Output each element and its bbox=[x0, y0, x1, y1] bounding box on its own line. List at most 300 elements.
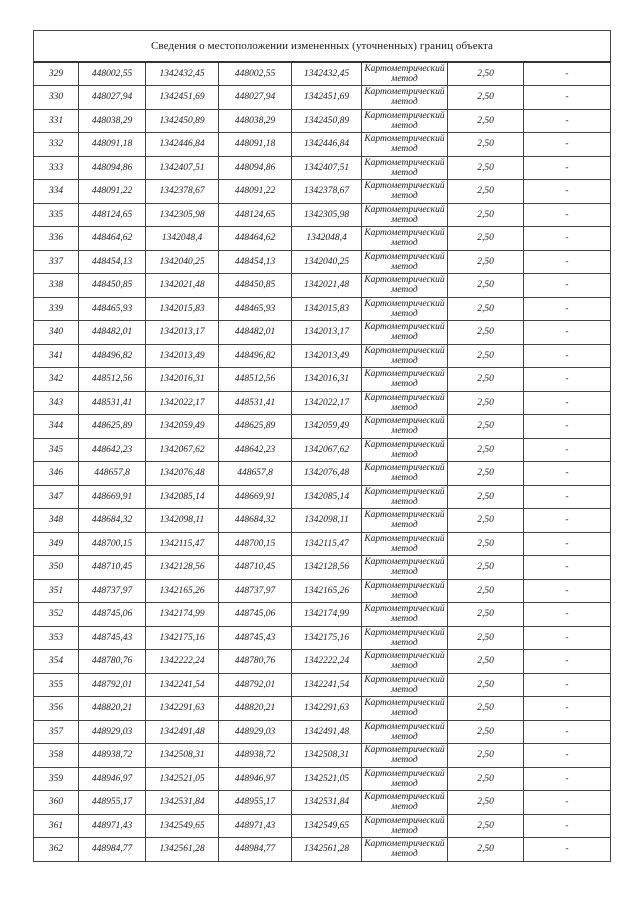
table-row bbox=[34, 109, 611, 133]
point-number-cell: 352 bbox=[34, 603, 79, 627]
method-line-1: Картометрический bbox=[364, 416, 445, 427]
x-new-coordinate-cell: 448124,65 bbox=[219, 203, 292, 227]
x-new-coordinate-cell: 448955,17 bbox=[219, 791, 292, 815]
method-cell bbox=[362, 838, 448, 862]
x-new-coordinate-cell: 448971,43 bbox=[219, 814, 292, 838]
x-new-coordinate-cell: 448929,03 bbox=[219, 720, 292, 744]
x-new-coordinate-cell: 448737,97 bbox=[219, 579, 292, 603]
y-coordinate-cell: 1342016,31 bbox=[146, 368, 219, 392]
description-cell: - bbox=[524, 462, 611, 486]
point-number-cell: 353 bbox=[34, 626, 79, 650]
point-number-cell: 346 bbox=[34, 462, 79, 486]
method-cell bbox=[362, 673, 448, 697]
accuracy-cell: 2,50 bbox=[448, 462, 524, 486]
point-number-cell: 347 bbox=[34, 485, 79, 509]
method-cell bbox=[362, 250, 448, 274]
point-number-cell: 331 bbox=[34, 109, 79, 133]
point-number-cell: 350 bbox=[34, 556, 79, 580]
coordinates-table bbox=[33, 30, 611, 862]
table-row bbox=[34, 133, 611, 157]
table-row bbox=[34, 415, 611, 439]
accuracy-cell: 2,50 bbox=[448, 156, 524, 180]
x-new-coordinate-cell: 448625,89 bbox=[219, 415, 292, 439]
y-new-coordinate-cell: 1342531,84 bbox=[292, 791, 362, 815]
description-cell: - bbox=[524, 180, 611, 204]
point-number-cell: 329 bbox=[34, 62, 79, 86]
method-line-2: метод bbox=[391, 825, 418, 836]
method-line-1: Картометрический bbox=[364, 392, 445, 403]
table-row bbox=[34, 344, 611, 368]
x-new-coordinate-cell: 448946,97 bbox=[219, 767, 292, 791]
accuracy-cell: 2,50 bbox=[448, 509, 524, 533]
description-cell: - bbox=[524, 86, 611, 110]
method-cell bbox=[362, 297, 448, 321]
method-cell bbox=[362, 344, 448, 368]
table-row bbox=[34, 791, 611, 815]
table-row bbox=[34, 438, 611, 462]
accuracy-cell: 2,50 bbox=[448, 344, 524, 368]
x-new-coordinate-cell: 448094,86 bbox=[219, 156, 292, 180]
method-cell bbox=[362, 156, 448, 180]
accuracy-cell: 2,50 bbox=[448, 391, 524, 415]
y-coordinate-cell: 1342115,47 bbox=[146, 532, 219, 556]
method-line-2: метод bbox=[391, 214, 418, 225]
x-new-coordinate-cell: 448684,32 bbox=[219, 509, 292, 533]
accuracy-cell: 2,50 bbox=[448, 321, 524, 345]
description-cell: - bbox=[524, 415, 611, 439]
x-coordinate-cell: 448780,76 bbox=[79, 650, 146, 674]
table-row bbox=[34, 62, 611, 86]
x-new-coordinate-cell: 448745,43 bbox=[219, 626, 292, 650]
x-new-coordinate-cell: 448454,13 bbox=[219, 250, 292, 274]
description-cell: - bbox=[524, 133, 611, 157]
x-new-coordinate-cell: 448002,55 bbox=[219, 62, 292, 86]
method-line-2: метод bbox=[391, 520, 418, 531]
y-new-coordinate-cell: 1342222,24 bbox=[292, 650, 362, 674]
description-cell: - bbox=[524, 509, 611, 533]
method-line-1: Картометрический bbox=[364, 486, 445, 497]
y-coordinate-cell: 1342085,14 bbox=[146, 485, 219, 509]
y-new-coordinate-cell: 1342549,65 bbox=[292, 814, 362, 838]
method-line-1: Картометрический bbox=[364, 674, 445, 685]
x-coordinate-cell: 448710,45 bbox=[79, 556, 146, 580]
accuracy-cell: 2,50 bbox=[448, 415, 524, 439]
table-row bbox=[34, 86, 611, 110]
x-new-coordinate-cell: 448710,45 bbox=[219, 556, 292, 580]
description-cell: - bbox=[524, 156, 611, 180]
method-line-2: метод bbox=[391, 567, 418, 578]
y-coordinate-cell: 1342175,16 bbox=[146, 626, 219, 650]
point-number-cell: 332 bbox=[34, 133, 79, 157]
method-line-2: метод bbox=[391, 755, 418, 766]
x-new-coordinate-cell: 448657,8 bbox=[219, 462, 292, 486]
y-coordinate-cell: 1342222,24 bbox=[146, 650, 219, 674]
point-number-cell: 349 bbox=[34, 532, 79, 556]
method-line-2: метод bbox=[391, 74, 418, 84]
accuracy-cell: 2,50 bbox=[448, 697, 524, 721]
document-page bbox=[33, 30, 610, 868]
x-coordinate-cell: 448820,21 bbox=[79, 697, 146, 721]
y-coordinate-cell: 1342048,4 bbox=[146, 227, 219, 251]
accuracy-cell: 2,50 bbox=[448, 133, 524, 157]
method-line-1: Картометрический bbox=[364, 322, 445, 333]
x-coordinate-cell: 448946,97 bbox=[79, 767, 146, 791]
x-coordinate-cell: 448938,72 bbox=[79, 744, 146, 768]
point-number-cell: 348 bbox=[34, 509, 79, 533]
accuracy-cell: 2,50 bbox=[448, 109, 524, 133]
y-coordinate-cell: 1342531,84 bbox=[146, 791, 219, 815]
x-coordinate-cell: 448684,32 bbox=[79, 509, 146, 533]
y-coordinate-cell: 1342305,98 bbox=[146, 203, 219, 227]
table-row bbox=[34, 321, 611, 345]
table-row bbox=[34, 462, 611, 486]
y-new-coordinate-cell: 1342508,31 bbox=[292, 744, 362, 768]
accuracy-cell: 2,50 bbox=[448, 485, 524, 509]
point-number-cell: 342 bbox=[34, 368, 79, 392]
method-cell bbox=[362, 62, 448, 86]
y-coordinate-cell: 1342067,62 bbox=[146, 438, 219, 462]
description-cell: - bbox=[524, 109, 611, 133]
y-new-coordinate-cell: 1342022,17 bbox=[292, 391, 362, 415]
method-line-1: Картометрический bbox=[364, 510, 445, 521]
table-row bbox=[34, 509, 611, 533]
table-body bbox=[34, 62, 611, 861]
method-line-2: метод bbox=[391, 731, 418, 742]
y-coordinate-cell: 1342549,65 bbox=[146, 814, 219, 838]
y-new-coordinate-cell: 1342432,45 bbox=[292, 62, 362, 86]
table-row bbox=[34, 368, 611, 392]
y-new-coordinate-cell: 1342040,25 bbox=[292, 250, 362, 274]
y-new-coordinate-cell: 1342013,17 bbox=[292, 321, 362, 345]
point-number-cell: 362 bbox=[34, 838, 79, 862]
point-number-cell: 359 bbox=[34, 767, 79, 791]
description-cell: - bbox=[524, 344, 611, 368]
method-line-1: Картометрический bbox=[364, 721, 445, 732]
method-line-2: метод bbox=[391, 97, 418, 108]
description-cell: - bbox=[524, 791, 611, 815]
x-coordinate-cell: 448091,22 bbox=[79, 180, 146, 204]
y-new-coordinate-cell: 1342059,49 bbox=[292, 415, 362, 439]
description-cell: - bbox=[524, 391, 611, 415]
method-line-2: метод bbox=[391, 661, 418, 672]
x-coordinate-cell: 448929,03 bbox=[79, 720, 146, 744]
description-cell: - bbox=[524, 227, 611, 251]
method-cell bbox=[362, 203, 448, 227]
method-line-1: Картометрический bbox=[364, 745, 445, 756]
method-line-2: метод bbox=[391, 614, 418, 625]
x-new-coordinate-cell: 448465,93 bbox=[219, 297, 292, 321]
y-new-coordinate-cell: 1342085,14 bbox=[292, 485, 362, 509]
y-new-coordinate-cell: 1342015,83 bbox=[292, 297, 362, 321]
y-new-coordinate-cell: 1342451,69 bbox=[292, 86, 362, 110]
method-cell bbox=[362, 532, 448, 556]
accuracy-cell: 2,50 bbox=[448, 603, 524, 627]
x-coordinate-cell: 448091,18 bbox=[79, 133, 146, 157]
method-line-1: Картометрический bbox=[364, 110, 445, 121]
method-line-1: Картометрический bbox=[364, 275, 445, 286]
description-cell: - bbox=[524, 626, 611, 650]
y-new-coordinate-cell: 1342165,26 bbox=[292, 579, 362, 603]
method-line-1: Картометрический bbox=[364, 604, 445, 615]
x-coordinate-cell: 448464,62 bbox=[79, 227, 146, 251]
method-line-2: метод bbox=[391, 778, 418, 789]
y-coordinate-cell: 1342022,17 bbox=[146, 391, 219, 415]
point-number-cell: 338 bbox=[34, 274, 79, 298]
method-cell bbox=[362, 814, 448, 838]
table-row bbox=[34, 579, 611, 603]
method-cell bbox=[362, 579, 448, 603]
description-cell: - bbox=[524, 603, 611, 627]
y-new-coordinate-cell: 1342021,48 bbox=[292, 274, 362, 298]
method-cell bbox=[362, 438, 448, 462]
x-coordinate-cell: 448496,82 bbox=[79, 344, 146, 368]
table-row bbox=[34, 156, 611, 180]
method-line-1: Картометрический bbox=[364, 157, 445, 168]
point-number-cell: 354 bbox=[34, 650, 79, 674]
method-cell bbox=[362, 368, 448, 392]
method-line-1: Картометрический bbox=[364, 533, 445, 544]
accuracy-cell: 2,50 bbox=[448, 203, 524, 227]
point-number-cell: 339 bbox=[34, 297, 79, 321]
table-row bbox=[34, 250, 611, 274]
point-number-cell: 344 bbox=[34, 415, 79, 439]
x-new-coordinate-cell: 448642,23 bbox=[219, 438, 292, 462]
y-coordinate-cell: 1342013,49 bbox=[146, 344, 219, 368]
y-new-coordinate-cell: 1342521,05 bbox=[292, 767, 362, 791]
method-line-1: Картометрический bbox=[364, 345, 445, 356]
x-new-coordinate-cell: 448512,56 bbox=[219, 368, 292, 392]
method-cell bbox=[362, 415, 448, 439]
description-cell: - bbox=[524, 720, 611, 744]
point-number-cell: 337 bbox=[34, 250, 79, 274]
accuracy-cell: 2,50 bbox=[448, 556, 524, 580]
method-line-1: Картометрический bbox=[364, 134, 445, 145]
accuracy-cell: 2,50 bbox=[448, 227, 524, 251]
table-title-row bbox=[34, 31, 611, 63]
x-new-coordinate-cell: 448464,62 bbox=[219, 227, 292, 251]
y-new-coordinate-cell: 1342407,51 bbox=[292, 156, 362, 180]
y-new-coordinate-cell: 1342115,47 bbox=[292, 532, 362, 556]
method-line-1: Картометрический bbox=[364, 228, 445, 239]
method-line-2: метод bbox=[391, 473, 418, 484]
y-coordinate-cell: 1342059,49 bbox=[146, 415, 219, 439]
x-coordinate-cell: 448745,06 bbox=[79, 603, 146, 627]
method-line-2: метод bbox=[391, 449, 418, 460]
y-new-coordinate-cell: 1342128,56 bbox=[292, 556, 362, 580]
y-new-coordinate-cell: 1342048,4 bbox=[292, 227, 362, 251]
description-cell: - bbox=[524, 744, 611, 768]
accuracy-cell: 2,50 bbox=[448, 62, 524, 86]
table-row bbox=[34, 814, 611, 838]
accuracy-cell: 2,50 bbox=[448, 744, 524, 768]
method-line-1: Картометрический bbox=[364, 651, 445, 662]
description-cell: - bbox=[524, 274, 611, 298]
method-line-2: метод bbox=[391, 167, 418, 178]
point-number-cell: 357 bbox=[34, 720, 79, 744]
method-line-1: Картометрический bbox=[364, 251, 445, 262]
method-cell bbox=[362, 767, 448, 791]
x-coordinate-cell: 448512,56 bbox=[79, 368, 146, 392]
method-line-2: метод bbox=[391, 590, 418, 601]
accuracy-cell: 2,50 bbox=[448, 86, 524, 110]
table-row bbox=[34, 697, 611, 721]
method-line-2: метод bbox=[391, 285, 418, 296]
y-new-coordinate-cell: 1342446,84 bbox=[292, 133, 362, 157]
y-coordinate-cell: 1342432,45 bbox=[146, 62, 219, 86]
table-row bbox=[34, 767, 611, 791]
y-new-coordinate-cell: 1342098,11 bbox=[292, 509, 362, 533]
x-new-coordinate-cell: 448938,72 bbox=[219, 744, 292, 768]
method-line-2: метод bbox=[391, 543, 418, 554]
method-line-1: Картометрический bbox=[364, 580, 445, 591]
method-line-2: метод bbox=[391, 355, 418, 366]
description-cell: - bbox=[524, 838, 611, 862]
description-cell: - bbox=[524, 62, 611, 86]
description-cell: - bbox=[524, 297, 611, 321]
x-coordinate-cell: 448038,29 bbox=[79, 109, 146, 133]
accuracy-cell: 2,50 bbox=[448, 791, 524, 815]
accuracy-cell: 2,50 bbox=[448, 274, 524, 298]
x-coordinate-cell: 448625,89 bbox=[79, 415, 146, 439]
y-coordinate-cell: 1342491,48 bbox=[146, 720, 219, 744]
y-coordinate-cell: 1342040,25 bbox=[146, 250, 219, 274]
x-coordinate-cell: 448971,43 bbox=[79, 814, 146, 838]
method-cell bbox=[362, 485, 448, 509]
method-cell bbox=[362, 133, 448, 157]
y-coordinate-cell: 1342451,69 bbox=[146, 86, 219, 110]
description-cell: - bbox=[524, 368, 611, 392]
table-row bbox=[34, 744, 611, 768]
x-coordinate-cell: 448124,65 bbox=[79, 203, 146, 227]
y-coordinate-cell: 1342241,54 bbox=[146, 673, 219, 697]
table-row bbox=[34, 626, 611, 650]
y-new-coordinate-cell: 1342067,62 bbox=[292, 438, 362, 462]
table-row bbox=[34, 485, 611, 509]
method-line-1: Картометрический bbox=[364, 792, 445, 803]
point-number-cell: 341 bbox=[34, 344, 79, 368]
point-number-cell: 345 bbox=[34, 438, 79, 462]
x-coordinate-cell: 448454,13 bbox=[79, 250, 146, 274]
method-cell bbox=[362, 391, 448, 415]
x-coordinate-cell: 448094,86 bbox=[79, 156, 146, 180]
table-title: Сведения о местоположении измененных (уточненных) границ объекта bbox=[34, 31, 611, 63]
x-new-coordinate-cell: 448482,01 bbox=[219, 321, 292, 345]
y-coordinate-cell: 1342015,83 bbox=[146, 297, 219, 321]
x-new-coordinate-cell: 448091,18 bbox=[219, 133, 292, 157]
description-cell: - bbox=[524, 814, 611, 838]
y-new-coordinate-cell: 1342450,89 bbox=[292, 109, 362, 133]
x-new-coordinate-cell: 448091,22 bbox=[219, 180, 292, 204]
method-cell bbox=[362, 556, 448, 580]
table-row bbox=[34, 673, 611, 697]
x-coordinate-cell: 448450,85 bbox=[79, 274, 146, 298]
point-number-cell: 356 bbox=[34, 697, 79, 721]
method-cell bbox=[362, 180, 448, 204]
y-coordinate-cell: 1342291,63 bbox=[146, 697, 219, 721]
x-coordinate-cell: 448657,8 bbox=[79, 462, 146, 486]
method-line-2: метод bbox=[391, 684, 418, 695]
method-line-1: Картометрический bbox=[364, 768, 445, 779]
description-cell: - bbox=[524, 485, 611, 509]
method-line-1: Картометрический bbox=[364, 298, 445, 309]
y-new-coordinate-cell: 1342291,63 bbox=[292, 697, 362, 721]
accuracy-cell: 2,50 bbox=[448, 297, 524, 321]
y-new-coordinate-cell: 1342013,49 bbox=[292, 344, 362, 368]
x-new-coordinate-cell: 448531,41 bbox=[219, 391, 292, 415]
description-cell: - bbox=[524, 532, 611, 556]
x-new-coordinate-cell: 448792,01 bbox=[219, 673, 292, 697]
y-coordinate-cell: 1342128,56 bbox=[146, 556, 219, 580]
method-cell bbox=[362, 86, 448, 110]
method-cell bbox=[362, 274, 448, 298]
method-line-1: Картометрический bbox=[364, 627, 445, 638]
x-coordinate-cell: 448002,55 bbox=[79, 62, 146, 86]
method-line-2: метод bbox=[391, 849, 418, 860]
method-cell bbox=[362, 109, 448, 133]
table-row bbox=[34, 391, 611, 415]
y-coordinate-cell: 1342407,51 bbox=[146, 156, 219, 180]
y-coordinate-cell: 1342165,26 bbox=[146, 579, 219, 603]
y-new-coordinate-cell: 1342241,54 bbox=[292, 673, 362, 697]
y-coordinate-cell: 1342021,48 bbox=[146, 274, 219, 298]
method-line-1: Картометрический bbox=[364, 698, 445, 709]
x-coordinate-cell: 448027,94 bbox=[79, 86, 146, 110]
y-coordinate-cell: 1342013,17 bbox=[146, 321, 219, 345]
accuracy-cell: 2,50 bbox=[448, 180, 524, 204]
description-cell: - bbox=[524, 673, 611, 697]
x-new-coordinate-cell: 448038,29 bbox=[219, 109, 292, 133]
y-new-coordinate-cell: 1342561,28 bbox=[292, 838, 362, 862]
method-line-1: Картометрический bbox=[364, 64, 445, 74]
method-line-2: метод bbox=[391, 379, 418, 390]
description-cell: - bbox=[524, 697, 611, 721]
method-line-2: метод bbox=[391, 637, 418, 648]
x-coordinate-cell: 448700,15 bbox=[79, 532, 146, 556]
x-coordinate-cell: 448955,17 bbox=[79, 791, 146, 815]
table-row bbox=[34, 838, 611, 862]
method-line-1: Картометрический bbox=[364, 439, 445, 450]
accuracy-cell: 2,50 bbox=[448, 838, 524, 862]
x-new-coordinate-cell: 448669,91 bbox=[219, 485, 292, 509]
y-coordinate-cell: 1342378,67 bbox=[146, 180, 219, 204]
point-number-cell: 340 bbox=[34, 321, 79, 345]
method-cell bbox=[362, 626, 448, 650]
x-new-coordinate-cell: 448450,85 bbox=[219, 274, 292, 298]
y-coordinate-cell: 1342450,89 bbox=[146, 109, 219, 133]
accuracy-cell: 2,50 bbox=[448, 814, 524, 838]
y-new-coordinate-cell: 1342305,98 bbox=[292, 203, 362, 227]
method-cell bbox=[362, 509, 448, 533]
description-cell: - bbox=[524, 650, 611, 674]
method-line-1: Картометрический bbox=[364, 181, 445, 192]
method-line-2: метод bbox=[391, 238, 418, 249]
table-row bbox=[34, 180, 611, 204]
table-row bbox=[34, 720, 611, 744]
description-cell: - bbox=[524, 321, 611, 345]
accuracy-cell: 2,50 bbox=[448, 767, 524, 791]
method-line-2: метод bbox=[391, 308, 418, 319]
y-coordinate-cell: 1342076,48 bbox=[146, 462, 219, 486]
y-coordinate-cell: 1342521,05 bbox=[146, 767, 219, 791]
description-cell: - bbox=[524, 767, 611, 791]
description-cell: - bbox=[524, 556, 611, 580]
table-row bbox=[34, 556, 611, 580]
method-line-1: Картометрический bbox=[364, 463, 445, 474]
method-line-2: метод bbox=[391, 191, 418, 202]
y-new-coordinate-cell: 1342378,67 bbox=[292, 180, 362, 204]
x-new-coordinate-cell: 448027,94 bbox=[219, 86, 292, 110]
method-line-2: метод bbox=[391, 332, 418, 343]
